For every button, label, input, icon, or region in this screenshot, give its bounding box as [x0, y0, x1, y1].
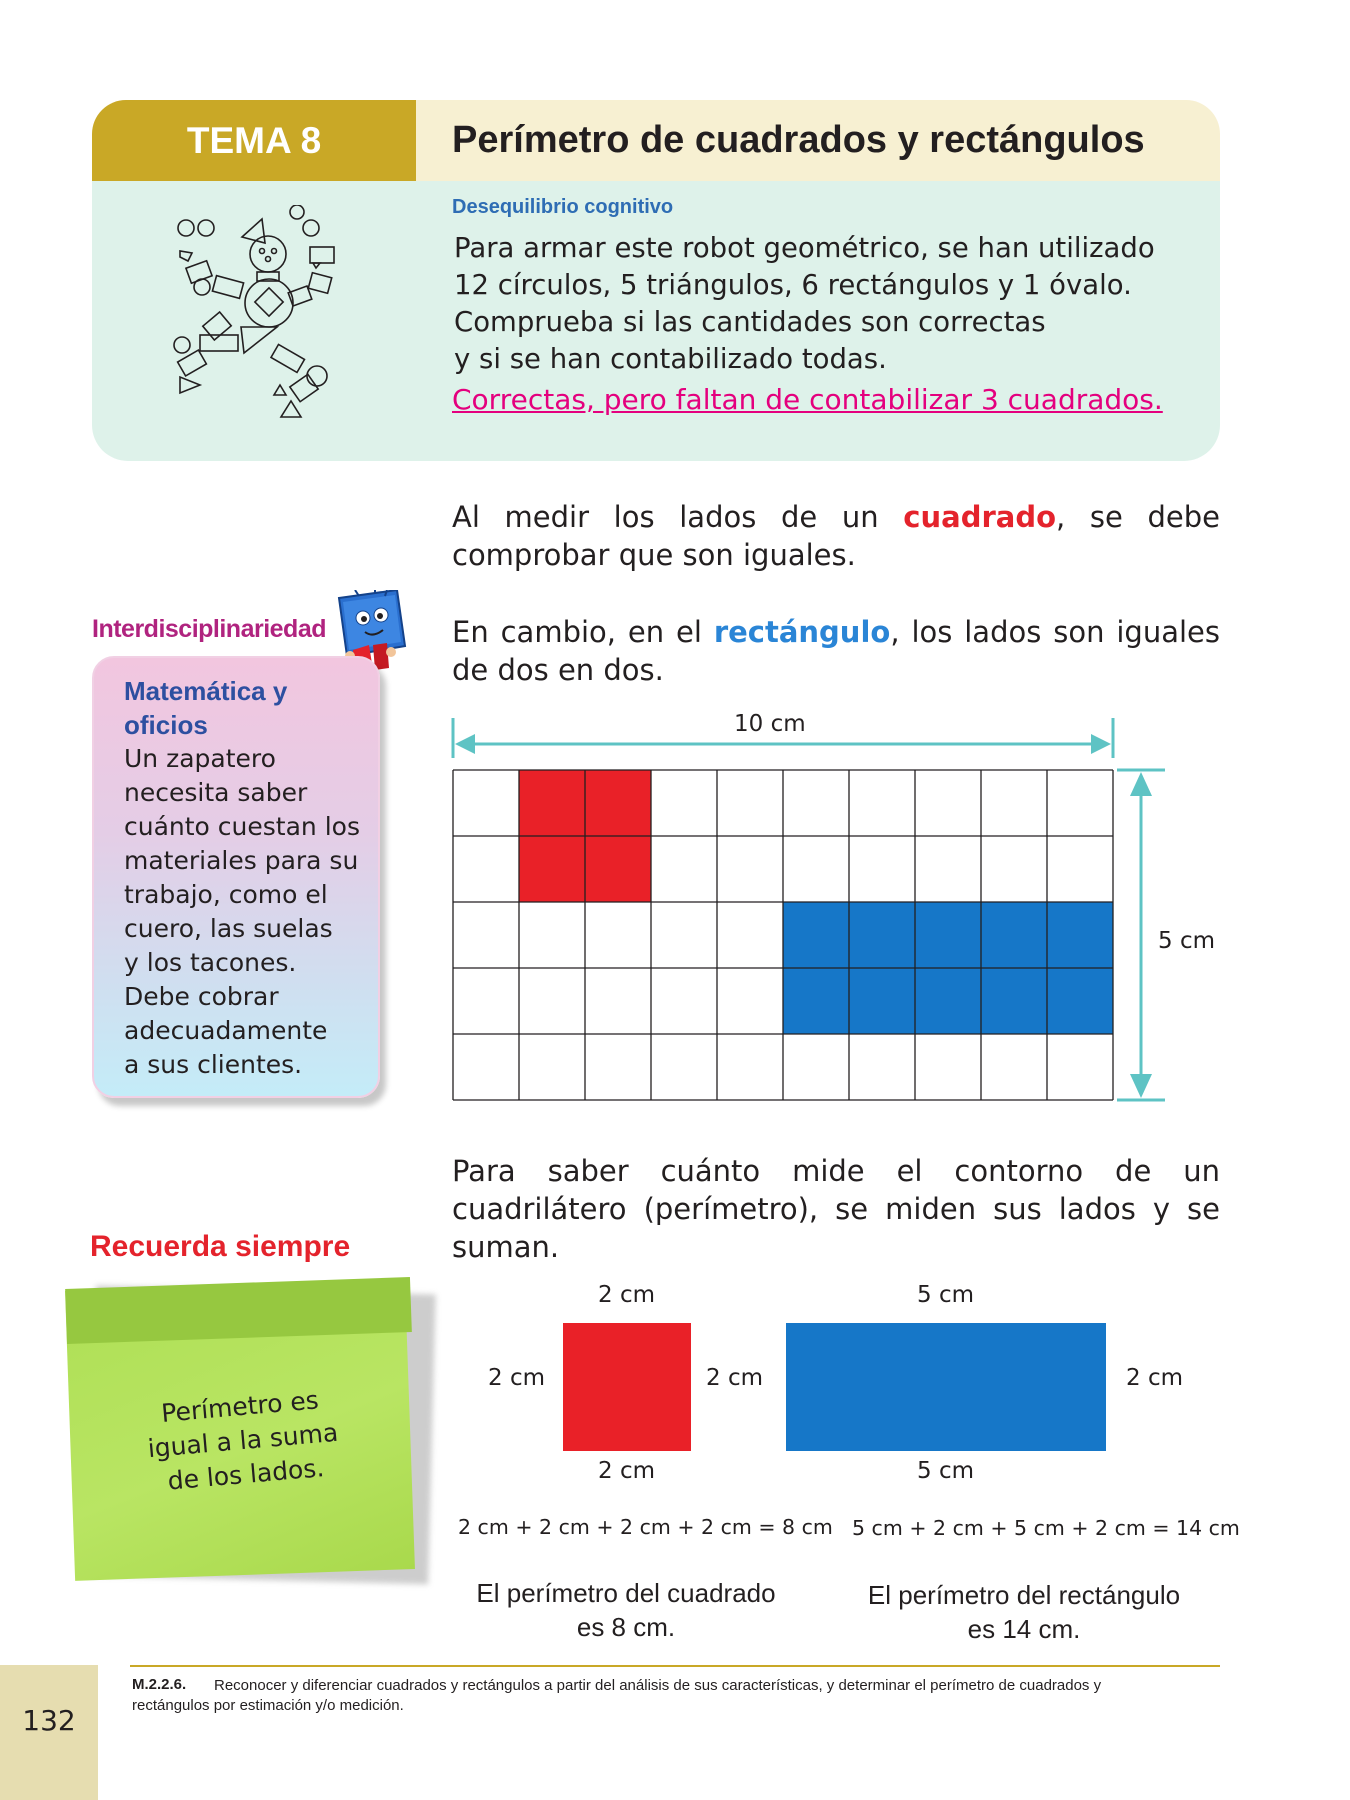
height-arrow-head-top	[1130, 772, 1152, 796]
intro-line: Comprueba si las cantidades son correctas	[454, 306, 1046, 338]
square-bottom-label: 2 cm	[598, 1458, 655, 1484]
result-line: es 8 cm.	[576, 1612, 676, 1642]
tema-number: TEMA 8	[92, 100, 416, 181]
paragraph-perimetro: Para saber cuánto mide el contorno de un cuadrilátero (perímetro), se miden sus lados y se suman.	[452, 1154, 1220, 1264]
inter-line: a sus clientes.	[124, 1050, 303, 1079]
red-square	[563, 1323, 691, 1451]
inter-line: cuero, las suelas	[124, 914, 333, 943]
intro-text	[454, 230, 1214, 378]
square-result	[446, 1576, 806, 1644]
footer-text: Reconocer y diferenciar cuadrados y rectángulos a partir del análisis de sus características, y determinar el perímetro de cuadrados y rectángulos por estimación y/o medición.	[132, 1677, 1102, 1714]
interdisciplinariedad-text	[124, 742, 380, 1082]
inter-line: cuánto cuestan los	[124, 812, 360, 841]
interdisciplinariedad-heading: Matemática y oficios	[124, 676, 288, 740]
width-label: 10 cm	[734, 711, 806, 737]
note-line: igual a la suma	[146, 1417, 340, 1464]
desequilibrio-label: Desequilibrio cognitivo	[452, 196, 674, 218]
para-text: Al medir los lados de un	[452, 500, 904, 534]
inter-line: y los tacones.	[124, 948, 297, 977]
footer-divider	[130, 1665, 1220, 1667]
blue-rectangle	[786, 1323, 1106, 1451]
rect-bottom-label: 5 cm	[917, 1458, 974, 1484]
paragraph-rectangle	[452, 613, 1220, 689]
rect-right-label: 2 cm	[1126, 1365, 1183, 1391]
square-right-label: 2 cm	[706, 1365, 763, 1391]
page-title: Perímetro de cuadrados y rectángulos	[416, 100, 1220, 181]
footer-code: M.2.2.6.	[132, 1676, 187, 1693]
recuerda-title: Recuerda siempre	[90, 1230, 351, 1263]
intro-line: Para armar este robot geométrico, se han utilizado	[454, 232, 1155, 264]
grid-diagram	[440, 710, 1180, 1110]
height-arrow-head-bottom	[1130, 1074, 1152, 1098]
result-line: El perímetro del rectángulo	[867, 1580, 1181, 1610]
square-left-label: 2 cm	[488, 1365, 545, 1391]
rect-top-label: 5 cm	[917, 1282, 974, 1308]
para-text: , se debe comprobar que son iguales.	[452, 500, 1220, 572]
paragraph-square	[452, 498, 1220, 574]
inter-line: adecuadamente	[124, 1016, 328, 1045]
note-line: de los lados.	[166, 1453, 326, 1496]
para-text: , los lados son iguales de dos en dos.	[452, 615, 1220, 687]
inter-line: Un zapatero	[124, 744, 276, 773]
intro-line: y si se han contabilizado todas.	[454, 343, 887, 375]
note-line: Perímetro es	[160, 1385, 320, 1428]
square-formula: 2 cm + 2 cm + 2 cm + 2 cm = 8 cm	[458, 1515, 833, 1539]
square-top-label: 2 cm	[598, 1282, 655, 1308]
width-arrow-head-right	[1091, 734, 1111, 754]
result-line: es 14 cm.	[967, 1614, 1081, 1644]
intro-answer: Correctas, pero faltan de contabilizar 3 cuadrados.	[452, 383, 1163, 416]
keyword-rectangulo: rectángulo	[713, 615, 891, 649]
inter-line: materiales para su	[124, 846, 359, 875]
inter-line: Debe cobrar	[124, 982, 279, 1011]
intro-line: 12 círculos, 5 triángulos, 6 rectángulos y 1 óvalo.	[454, 269, 1132, 301]
rect-formula: 5 cm + 2 cm + 5 cm + 2 cm = 14 cm	[852, 1516, 1240, 1540]
keyword-cuadrado: cuadrado	[903, 500, 1057, 534]
result-line: El perímetro del cuadrado	[476, 1578, 776, 1608]
geometric-robot-illustration	[170, 205, 360, 430]
page-number: 132	[22, 1704, 76, 1737]
height-label: 5 cm	[1158, 928, 1215, 954]
sticky-note-text	[124, 1380, 362, 1502]
rect-result	[844, 1578, 1204, 1646]
width-arrow-head-left	[455, 734, 475, 754]
interdisciplinariedad-label: Interdisciplinariedad	[92, 615, 327, 643]
inter-line: trabajo, como el	[124, 880, 328, 909]
para-text: En cambio, en el	[452, 615, 714, 649]
inter-line: necesita saber	[124, 778, 308, 807]
